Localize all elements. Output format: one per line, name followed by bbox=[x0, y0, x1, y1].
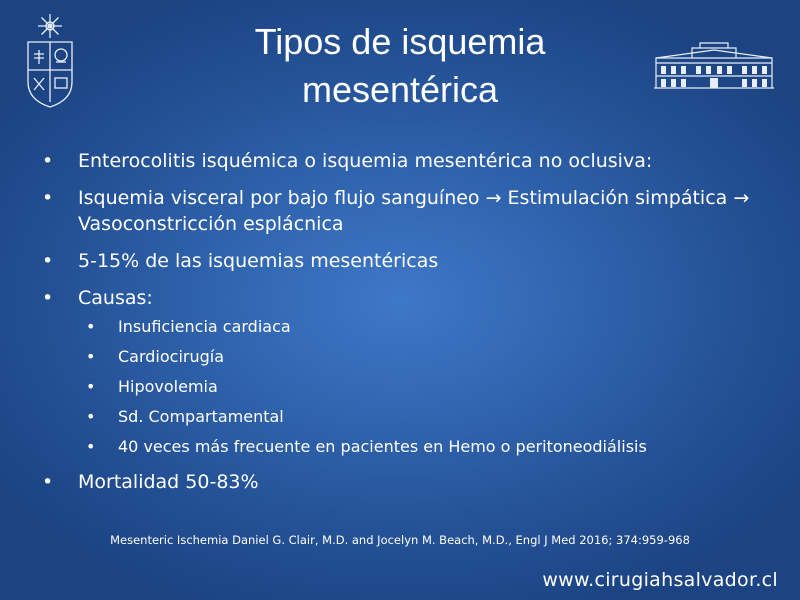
bullet-icon: • bbox=[42, 187, 54, 209]
citation-reference: Mesenteric Ischemia Daniel G. Clair, M.D. and Jocelyn M. Beach, M.D., Engl J Med 2016; 374:959-968 bbox=[110, 533, 690, 547]
bullet-icon: • bbox=[86, 347, 96, 366]
sub-bullet-text: Hipovolemia bbox=[118, 377, 218, 396]
website-url: www.cirugiahsalvador.cl bbox=[542, 569, 778, 591]
bullet-item-mortality bbox=[38, 469, 768, 495]
bullet-icon: • bbox=[86, 407, 96, 426]
bullet-icon: • bbox=[42, 287, 54, 309]
causes-sublist bbox=[78, 316, 768, 458]
bullet-icon: • bbox=[42, 150, 54, 172]
sub-bullet-item bbox=[78, 376, 768, 398]
bullet-icon: • bbox=[42, 471, 54, 493]
sub-bullet-item bbox=[78, 316, 768, 338]
bullet-item bbox=[38, 185, 768, 237]
sub-bullet-text: Insuficiencia cardiaca bbox=[118, 317, 291, 336]
bullet-icon: • bbox=[86, 437, 96, 456]
bullet-item bbox=[38, 148, 768, 174]
sub-bullet-text: Cardiocirugía bbox=[118, 347, 225, 366]
bullet-item-causes bbox=[38, 285, 768, 458]
sub-bullet-text: 40 veces más frecuente en pacientes en Hemo o peritoneodiálisis bbox=[118, 437, 647, 456]
title-line-2: mesentérica bbox=[301, 69, 499, 110]
bullet-text: Isquemia visceral por bajo flujo sanguíneo → Estimulación simpática → Vasoconstricción esplácnica bbox=[78, 187, 750, 235]
bullet-text: Causas: bbox=[78, 287, 153, 309]
slide-title bbox=[190, 18, 610, 114]
bullet-item bbox=[38, 248, 768, 274]
bullet-text: Mortalidad 50-83% bbox=[78, 471, 259, 493]
sub-bullet-text: Sd. Compartamental bbox=[118, 407, 284, 426]
sub-bullet-item bbox=[78, 436, 768, 458]
title-line-1: Tipos de isquemia bbox=[254, 21, 546, 62]
main-bullet-list bbox=[38, 148, 768, 506]
sub-bullet-item bbox=[78, 406, 768, 428]
bullet-text: 5-15% de las isquemias mesentéricas bbox=[78, 250, 439, 272]
bullet-icon: • bbox=[86, 377, 96, 396]
bullet-icon: • bbox=[42, 250, 54, 272]
bullet-text: Enterocolitis isquémica o isquemia mesentérica no oclusiva: bbox=[78, 150, 653, 172]
university-crest-icon bbox=[22, 10, 78, 110]
hospital-building-icon bbox=[652, 40, 776, 90]
bullet-icon: • bbox=[86, 317, 96, 336]
sub-bullet-item bbox=[78, 346, 768, 368]
